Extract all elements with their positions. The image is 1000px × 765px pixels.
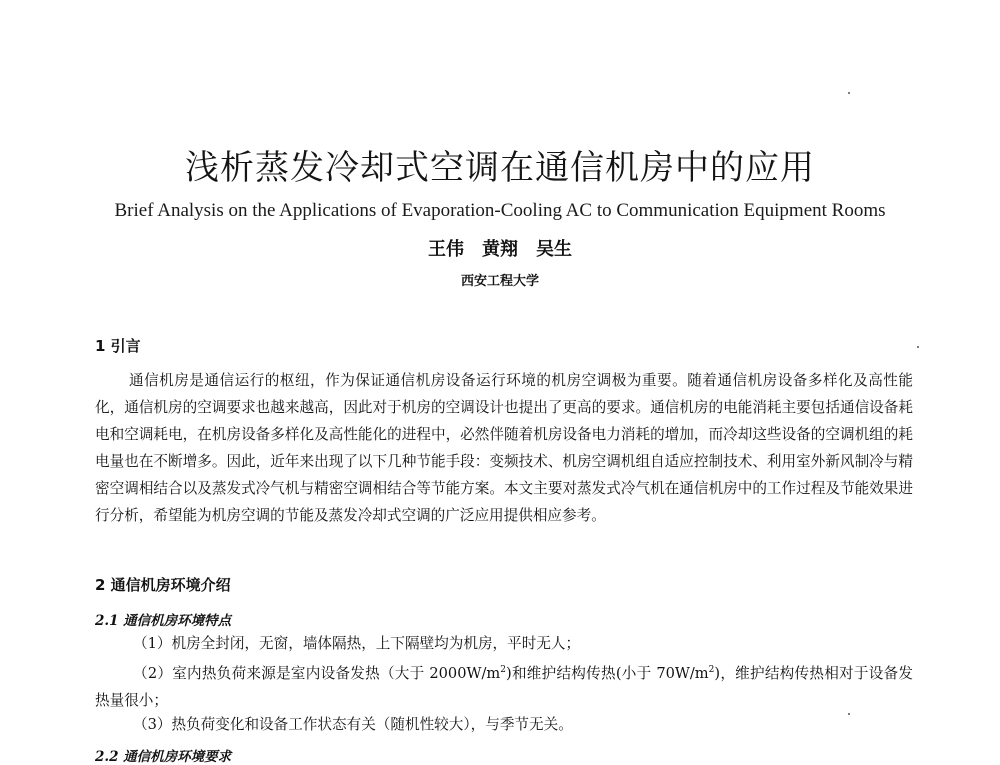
section-2-heading: 2 通信机房环境介绍 [95, 576, 231, 594]
list-item-1: （1）机房全封闭，无窗，墙体隔热，上下隔壁均为机房，平时无人； [133, 635, 581, 652]
list-item-2 [95, 657, 913, 714]
superscript-squared: 2 [708, 665, 715, 675]
scan-speck [917, 346, 919, 348]
section-1-heading: 1 引言 [95, 337, 141, 355]
scan-speck [848, 713, 850, 715]
section-1-paragraph: 通信机房是通信运行的枢纽，作为保证通信机房设备运行环境的机房空调极为重要。随着通信机房设备多样化及高性能化，通信机房的空调要求也越来越高，因此对于机房的空调设计也提出了更高的要求。通信机房的电能消耗主要包括通信设备耗电和空调耗电，在机房设备多样化及高性能化的进程中，必然伴随着机房设备电力消耗的增加，而冷却这些设备的空调机组的耗电量也在不断增多。因此，近年来出现了以下几种节能手段：变频技术、机房空调机组自适应控制技术、利用室外新风制冷与精密空调相结合以及蒸发式冷气机与精密空调相结合等节能方案。本文主要对蒸发式冷气机在通信机房中的工作过程及节能效果进行分析，希望能为机房空调的节能及蒸发冷却式空调的广泛应用提供相应参考。 [95, 372, 913, 524]
paper-affiliation: 西安工程大学 [460, 274, 539, 289]
section-2-1-heading: 2.1 通信机房环境特点 [95, 613, 232, 629]
list-item-2-part-c: )，维护结构传热相对于设备发热量很小； [95, 664, 913, 709]
list-item-2-part-a: （2）室内热负荷来源是室内设备发热（大于 2000W/m [133, 664, 501, 682]
paper-title: 浅析蒸发冷却式空调在通信机房中的应用 [185, 148, 815, 188]
superscript-squared: 2 [500, 665, 506, 675]
paper-english-title: Brief Analysis on the Applications of Evaporation-Cooling AC to Communication Equipment Rooms [114, 200, 886, 221]
scan-speck [848, 92, 850, 94]
paper-authors: 王伟 黄翔 吴生 [428, 239, 572, 260]
list-item-2-part-b: )和维护结构传热(小于 70W/m [506, 664, 709, 682]
section-2-2-heading: 2.2 通信机房环境要求 [95, 749, 232, 765]
list-item-3: （3）热负荷变化和设备工作状态有关（随机性较大），与季节无关。 [133, 716, 573, 733]
